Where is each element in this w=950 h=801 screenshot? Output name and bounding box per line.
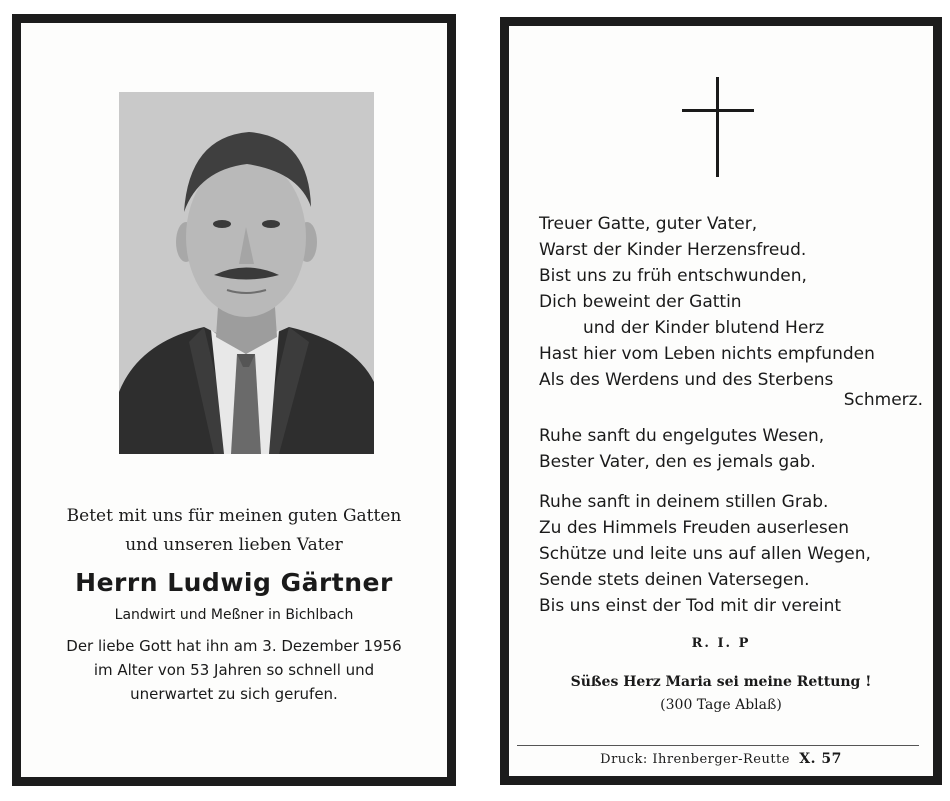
occupation: Landwirt und Meßner in Bichlbach xyxy=(114,607,354,623)
portrait-photo xyxy=(119,92,374,454)
death-line-1: Der liebe Gott hat ihn am 3. Dezember 1956 xyxy=(66,637,402,655)
printer-imprint xyxy=(509,751,933,767)
prayer-line: Süßes Herz Maria sei meine Rettung ! xyxy=(570,674,872,690)
intro-line-2: und unseren lieben Vater xyxy=(125,535,343,555)
poem-line: Zu des Himmels Freuden auserlesen xyxy=(539,518,849,538)
memorial-card-front xyxy=(12,14,456,786)
poem-line: Schmerz. xyxy=(843,390,923,410)
memorial-card-back xyxy=(500,17,942,785)
printer-code: X. 57 xyxy=(799,751,842,767)
poem-line: Als des Werdens und des Sterbens xyxy=(539,370,834,390)
poem-line: Dich beweint der Gattin xyxy=(539,292,742,312)
death-line-2: im Alter von 53 Jahren so schnell und xyxy=(93,661,375,679)
rip-text: R. I. P xyxy=(691,636,751,651)
cross-icon xyxy=(682,77,754,177)
poem-line: Hast hier vom Leben nichts empfunden xyxy=(539,344,875,364)
poem-line: und der Kinder blutend Herz xyxy=(583,318,825,338)
poem-line: Treuer Gatte, guter Vater, xyxy=(539,214,758,234)
indulgence-note: (300 Tage Ablaß) xyxy=(660,697,782,713)
poem-line: Bist uns zu früh entschwunden, xyxy=(539,266,807,286)
printer-label: Druck: Ihrenberger-Reutte xyxy=(600,752,790,767)
poem-line: Bis uns einst der Tod mit dir vereint xyxy=(539,596,842,616)
deceased-name: Herrn Ludwig Gärtner xyxy=(75,568,393,597)
poem-line: Bester Vater, den es jemals gab. xyxy=(539,452,816,472)
divider xyxy=(517,745,919,746)
poem-line: Ruhe sanft du engelgutes Wesen, xyxy=(539,426,825,446)
memorial-poem xyxy=(539,211,939,619)
poem-line: Schütze und leite uns auf allen Wegen, xyxy=(539,544,871,564)
intro-line-1: Betet mit uns für meinen guten Gatten xyxy=(66,506,402,526)
poem-line: Sende stets deinen Vatersegen. xyxy=(539,570,810,590)
death-line-3: unerwartet zu sich gerufen. xyxy=(130,685,338,703)
poem-line: Warst der Kinder Herzensfreud. xyxy=(539,240,807,260)
poem-line: Ruhe sanft in deinem stillen Grab. xyxy=(539,492,829,512)
